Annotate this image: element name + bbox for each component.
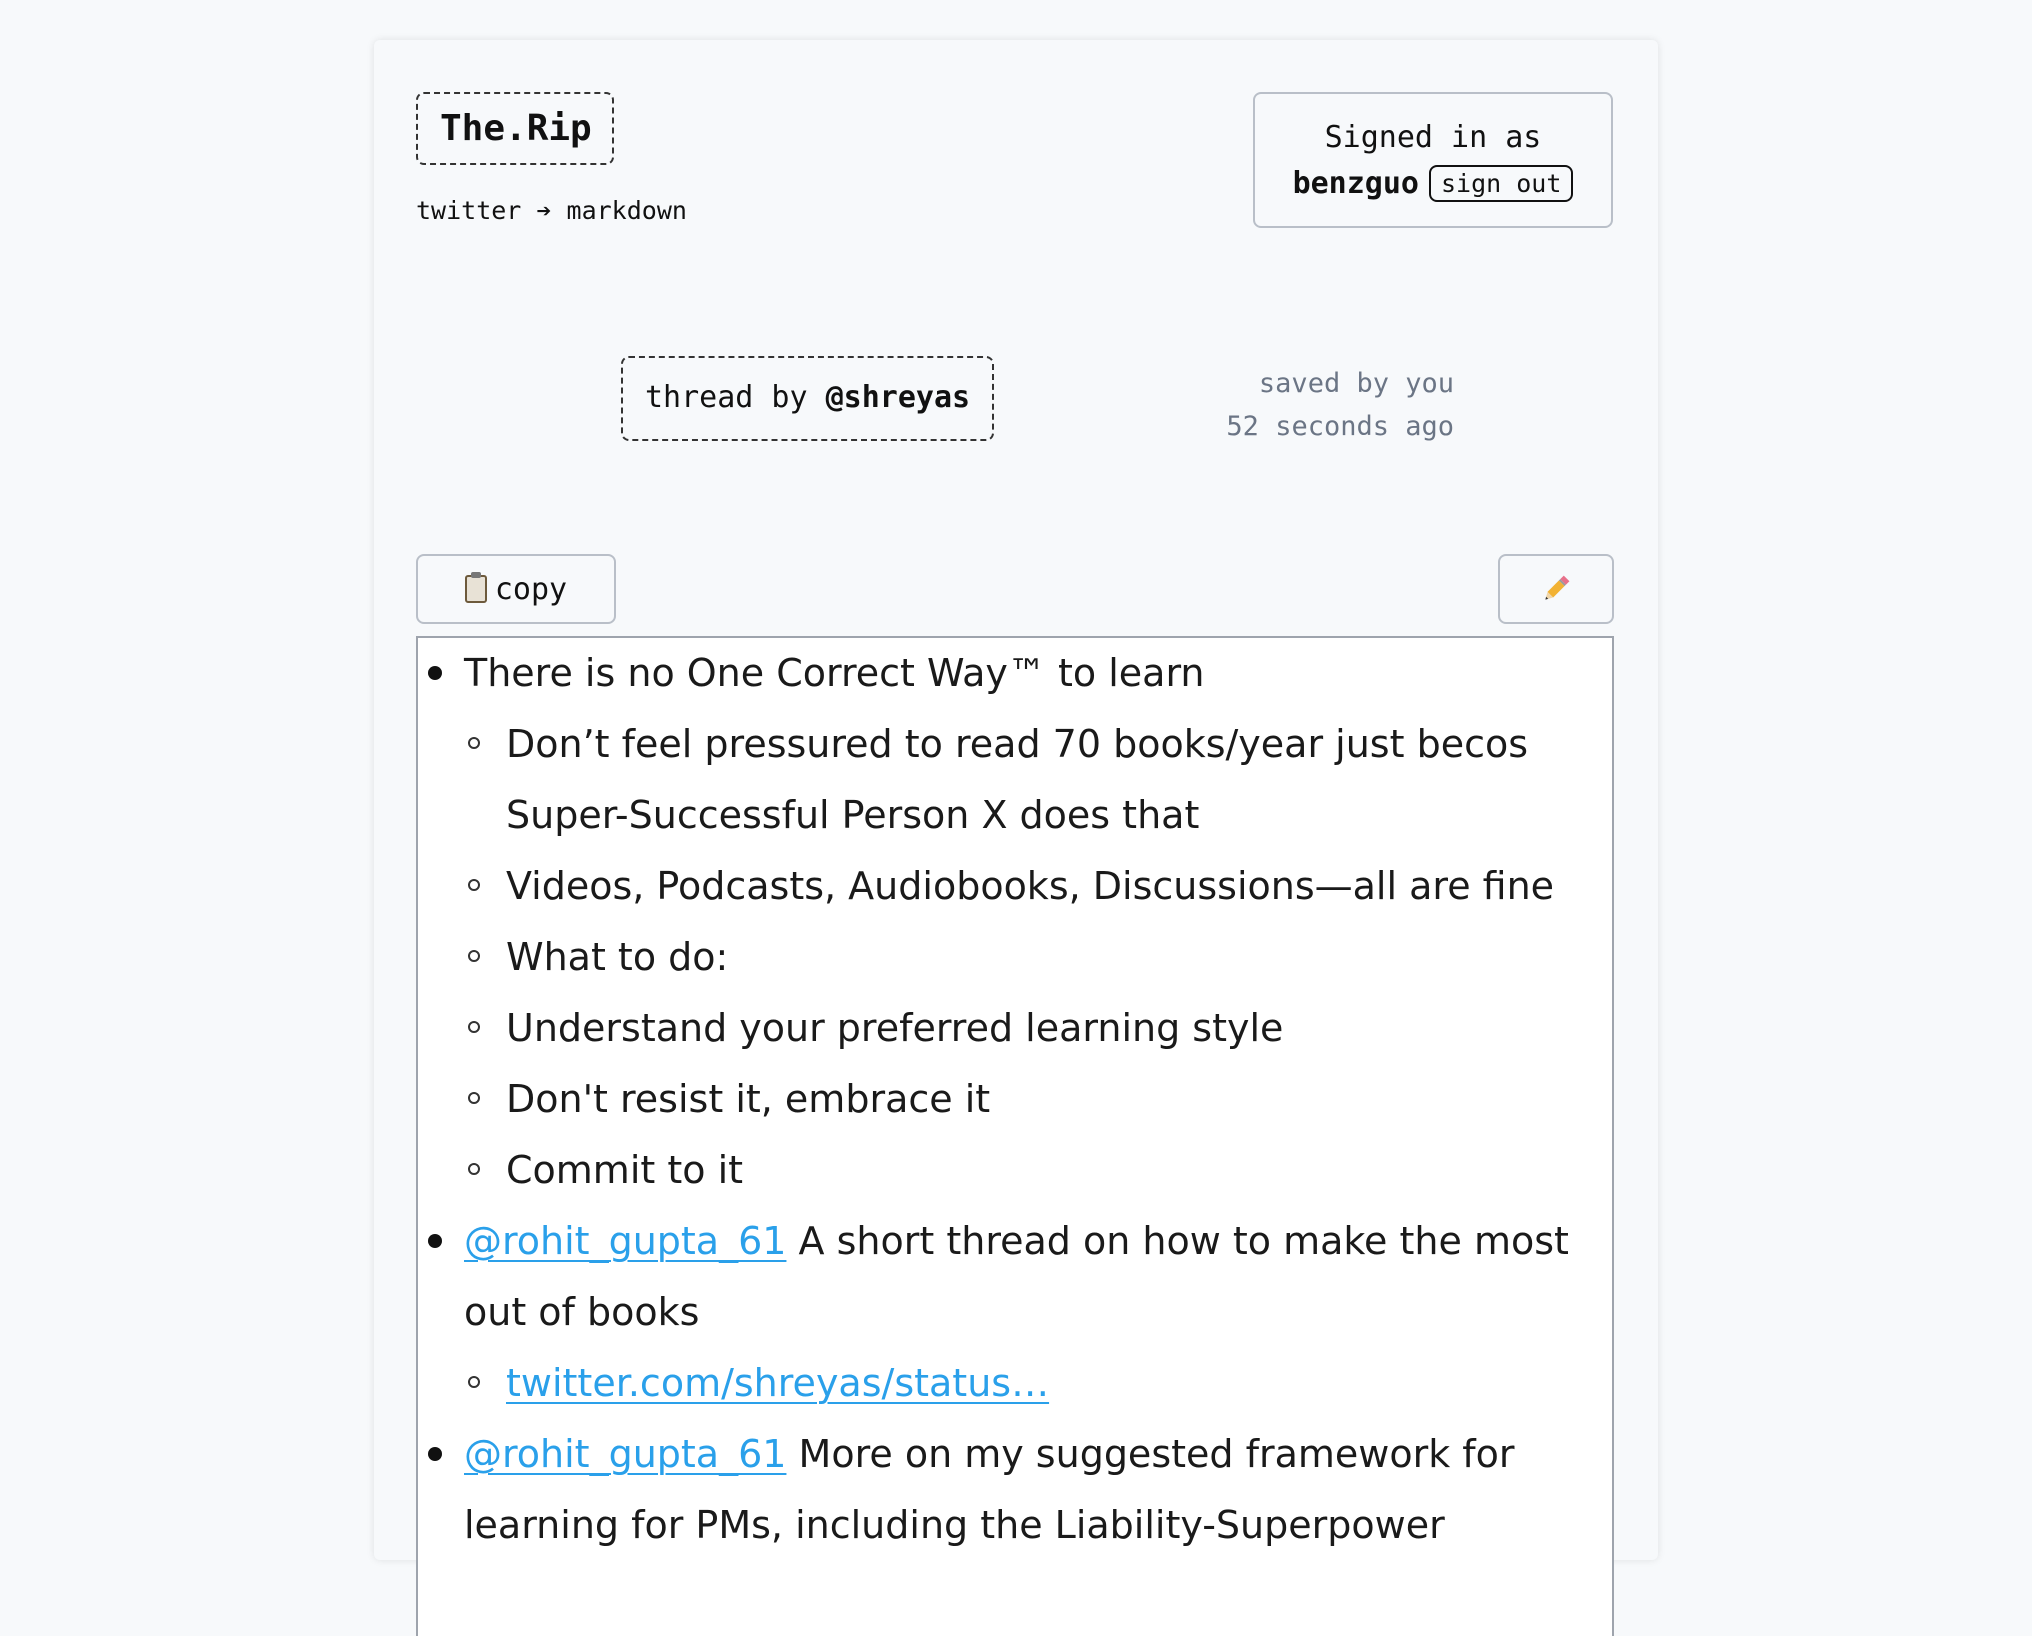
list-item-text: Don’t feel pressured to read 70 books/year just becos Super-Successful Person X does that: [506, 722, 1529, 837]
saved-info: [1154, 362, 1454, 448]
markdown-preview[interactable]: [416, 636, 1614, 1636]
username: benzguo: [1292, 166, 1419, 201]
signin-panel: [1253, 92, 1613, 228]
circle-bullet-icon: [468, 879, 480, 891]
bullet-icon: [428, 1447, 442, 1461]
list-item: [418, 1206, 1612, 1348]
bullet-icon: [428, 1234, 442, 1248]
mention-link[interactable]: @rohit_gupta_61: [464, 1219, 787, 1263]
list-item: [418, 1419, 1612, 1561]
list-item-text: More on my suggested framework for learning for PMs, including the Liability-Superpower: [464, 1432, 1515, 1547]
list-item-text: Understand your preferred learning style: [506, 1006, 1284, 1050]
circle-bullet-icon: [468, 1021, 480, 1033]
copy-label: copy: [494, 571, 568, 607]
circle-bullet-icon: [468, 950, 480, 962]
pencil-icon: [1539, 572, 1573, 606]
copy-button[interactable]: [416, 554, 616, 624]
thread-author-badge: [621, 356, 994, 441]
list-item-text: Videos, Podcasts, Audiobooks, Discussions—all are fine: [506, 864, 1555, 908]
list-item-text: What to do:: [506, 935, 729, 979]
list-item: [418, 709, 1612, 851]
tagline: twitter ➔ markdown: [416, 196, 687, 225]
list-item: [418, 1348, 1612, 1419]
tweet-link[interactable]: twitter.com/shreyas/status…: [506, 1361, 1050, 1405]
sign-out-button[interactable]: sign out: [1429, 165, 1573, 202]
mention-link[interactable]: @rohit_gupta_61: [464, 1432, 787, 1476]
list-item: [418, 638, 1612, 709]
list-item-text: Commit to it: [506, 1148, 744, 1192]
list-item: [418, 851, 1612, 922]
circle-bullet-icon: [468, 1376, 480, 1388]
list-item-text: Don't resist it, embrace it: [506, 1077, 991, 1121]
signin-user-row: [1255, 165, 1611, 202]
circle-bullet-icon: [468, 1163, 480, 1175]
bullet-icon: [428, 666, 442, 680]
list-item: [418, 1135, 1612, 1206]
thread-by-label: thread by: [645, 380, 808, 415]
edit-button[interactable]: [1498, 554, 1614, 624]
clipboard-icon: [465, 575, 487, 603]
thread-author-handle[interactable]: @shreyas: [825, 380, 971, 415]
list-item-text: There is no One Correct Way™ to learn: [464, 651, 1205, 695]
signin-label: Signed in as: [1324, 120, 1542, 155]
circle-bullet-icon: [468, 1092, 480, 1104]
list-item: [418, 1064, 1612, 1135]
list-item: [418, 993, 1612, 1064]
saved-by-label: saved by you: [1258, 368, 1454, 399]
main-card: [374, 40, 1658, 1560]
thread-list: [418, 638, 1612, 1561]
saved-timestamp: 52 seconds ago: [1226, 411, 1454, 442]
list-item: [418, 922, 1612, 993]
brand-logo[interactable]: The.Rip: [416, 92, 614, 165]
circle-bullet-icon: [468, 737, 480, 749]
list-item-text: A short thread on how to make the most out of books: [464, 1219, 1569, 1334]
